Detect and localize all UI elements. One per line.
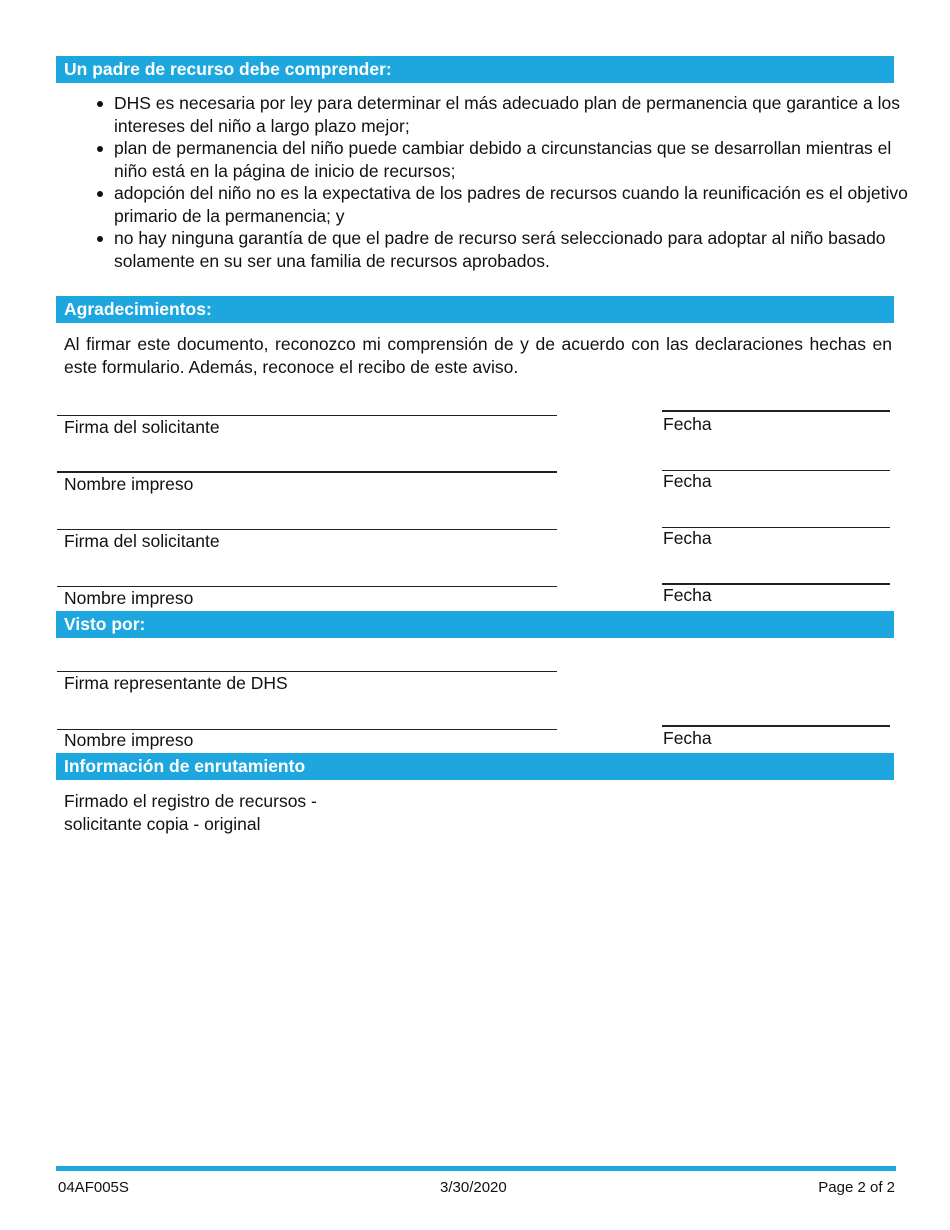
date-label-3: Fecha [663, 528, 712, 548]
applicant-signature-line-2[interactable] [57, 529, 557, 530]
bullet-item: DHS es necesaria por ley para determinar el más adecuado plan de permanencia que garantice a los intereses del niño a largo plazo mejor; [114, 92, 926, 137]
applicant-signature-label-1: Firma del solicitante [64, 417, 220, 437]
acknowledgement-text: Al firmar este documento, reconozco mi comprensión de y de acuerdo con las declaraciones hechas en este formulario. Además, reconoce el recibo de este aviso. [64, 334, 892, 377]
applicant-signature-label-2: Firma del solicitante [64, 531, 220, 551]
footer-divider [56, 1166, 896, 1171]
dhs-date-label: Fecha [663, 728, 712, 748]
applicant-signature-line-1[interactable] [57, 415, 557, 416]
date-label-1: Fecha [663, 414, 712, 434]
dhs-printed-name-label: Nombre impreso [64, 730, 194, 750]
bullet-item: plan de permanencia del niño puede cambiar debido a circunstancias que se desarrollan mientras el niño está en la página de inicio de recursos; [114, 137, 926, 182]
section-header-routing: Información de enrutamiento [56, 753, 894, 780]
section-header-acknowledgements: Agradecimientos: [56, 296, 894, 323]
routing-line-2: solicitante copia - original [64, 813, 261, 834]
routing-line-1: Firmado el registro de recursos - [64, 791, 317, 811]
section-header-seen-by: Visto por: [56, 611, 894, 638]
printed-name-label-1: Nombre impreso [64, 474, 194, 494]
date-line-1[interactable] [662, 410, 890, 412]
understand-bullet-list [84, 92, 926, 272]
dhs-rep-signature-label: Firma representante de DHS [64, 673, 288, 693]
form-number: 04AF005S [58, 1179, 129, 1196]
dhs-date-line[interactable] [662, 725, 890, 727]
routing-info [64, 790, 317, 835]
dhs-rep-signature-line[interactable] [57, 671, 557, 672]
page-number: Page 2 of 2 [818, 1179, 895, 1196]
section-header-understand: Un padre de recurso debe comprender: [56, 56, 894, 83]
printed-name-line-1[interactable] [57, 471, 557, 473]
date-label-2: Fecha [663, 471, 712, 491]
printed-name-label-2: Nombre impreso [64, 588, 194, 608]
form-date: 3/30/2020 [440, 1179, 507, 1196]
bullet-item: adopción del niño no es la expectativa de los padres de recursos cuando la reunificación es el objetivo primario de la permanencia; y [114, 182, 926, 227]
bullet-item: no hay ninguna garantía de que el padre de recurso será seleccionado para adoptar al niño basado solamente en su ser una familia de recursos aprobados. [114, 227, 926, 272]
printed-name-line-2[interactable] [57, 586, 557, 587]
date-label-4: Fecha [663, 585, 712, 605]
